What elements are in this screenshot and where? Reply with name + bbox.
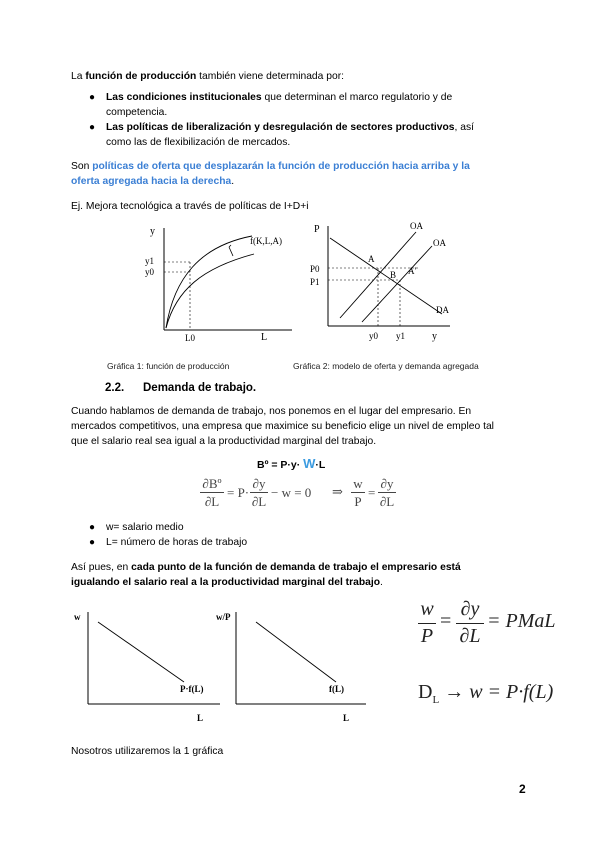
P1-label: P1 bbox=[310, 277, 320, 287]
production-function-chart bbox=[130, 218, 300, 348]
demand-curve bbox=[256, 622, 336, 682]
da-label: DA bbox=[436, 305, 449, 315]
bullet-L-definition: L= número de horas de trabajo bbox=[106, 537, 248, 548]
bullet-institutional-cont: competencia. bbox=[106, 107, 168, 118]
y0-label: y0 bbox=[145, 267, 154, 277]
bullet-dot: ● bbox=[89, 537, 96, 548]
y-axis-label: P bbox=[314, 224, 320, 235]
y-axis-label: w bbox=[74, 612, 81, 622]
y0-label: y0 bbox=[369, 331, 378, 341]
x-axis-label: y bbox=[432, 331, 437, 342]
L0-label: L0 bbox=[185, 333, 195, 343]
demand-line bbox=[330, 238, 442, 314]
curve-label: f(L) bbox=[329, 684, 344, 694]
caption-graph1: Gráfica 1: función de producción bbox=[107, 361, 230, 371]
bullet-dot: ● bbox=[89, 92, 96, 103]
y-axis-label: w/P bbox=[216, 612, 231, 622]
labor-demand-nominal-chart bbox=[72, 606, 222, 728]
y-axis-label: y bbox=[150, 226, 155, 237]
page-number: 2 bbox=[519, 782, 526, 796]
x-axis-label: L bbox=[343, 713, 350, 723]
intro-line: La función de producción también viene determinada por: bbox=[71, 71, 344, 82]
demand-para-line1: Cuando hablamos de demanda de trabajo, nos ponemos en el lugar del empresario. En bbox=[71, 406, 472, 417]
caption-graph2: Gráfica 2: modelo de oferta y demanda agregada bbox=[293, 361, 479, 371]
conclusion-line2: igualando el salario real a la productividad marginal del trabajo. bbox=[71, 577, 383, 588]
point-A-label: A bbox=[368, 254, 375, 264]
curve-label: f(K,L,A) bbox=[250, 236, 282, 246]
y1-label: y1 bbox=[396, 331, 405, 341]
demand-para-line2: mercados competitivos, una empresa que maximice su beneficio elige un nivel de empleo tal bbox=[71, 421, 494, 432]
supply-policies-line2: oferta agregada hacia la derecha. bbox=[71, 176, 235, 187]
conclusion-line1: Así pues, en cada punto de la función de demanda de trabajo el empresario está bbox=[71, 562, 461, 573]
shift-arrow bbox=[229, 247, 233, 256]
profit-formula: Bº = P·y· W·L bbox=[257, 456, 326, 471]
demand-para-line3: que el salario real sea igual a la productividad marginal del trabajo. bbox=[71, 436, 377, 447]
labor-demand-real-chart bbox=[216, 606, 366, 728]
bullet-liberalization-cont: como las de flexibilización de mercados. bbox=[106, 137, 291, 148]
section-title: Demanda de trabajo. bbox=[143, 382, 257, 394]
bullet-dot: ● bbox=[89, 122, 96, 133]
bullet-dot: ● bbox=[89, 522, 96, 533]
labor-demand-formula: $D_L \to w = P\cdot f(L)$ bbox=[418, 681, 554, 706]
closing-line: Nosotros utilizaremos la 1 gráfica bbox=[71, 746, 224, 757]
oa-shifted-label: OA bbox=[433, 238, 446, 248]
curve-label: P·f(L) bbox=[180, 684, 204, 694]
production-curve-lower bbox=[166, 254, 254, 328]
aggregate-supply-demand-chart bbox=[302, 218, 472, 348]
bullet-liberalization: Las políticas de liberalización y desregulación de sectores productivos, así bbox=[106, 122, 474, 133]
point-B-label: B bbox=[390, 270, 397, 280]
x-axis-label: L bbox=[197, 713, 204, 723]
demand-curve bbox=[98, 622, 184, 682]
x-axis-label: L bbox=[261, 332, 268, 343]
production-curve-upper bbox=[166, 236, 252, 328]
P0-label: P0 bbox=[310, 264, 320, 274]
section-number: 2.2. bbox=[105, 382, 125, 394]
oa-original-label: OA bbox=[410, 221, 423, 231]
example-line: Ej. Mejora tecnológica a través de políticas de I+D+i bbox=[71, 201, 309, 212]
bullet-institutional: Las condiciones institucionales que determinan el marco regulatorio y de bbox=[106, 92, 453, 103]
point-A-prime-label: A' bbox=[408, 266, 417, 276]
supply-policies-line1: Son políticas de oferta que desplazarán la función de producción hacia arriba y la bbox=[71, 161, 470, 172]
y1-label: y1 bbox=[145, 256, 154, 266]
bullet-w-definition: w= salario medio bbox=[106, 522, 184, 533]
